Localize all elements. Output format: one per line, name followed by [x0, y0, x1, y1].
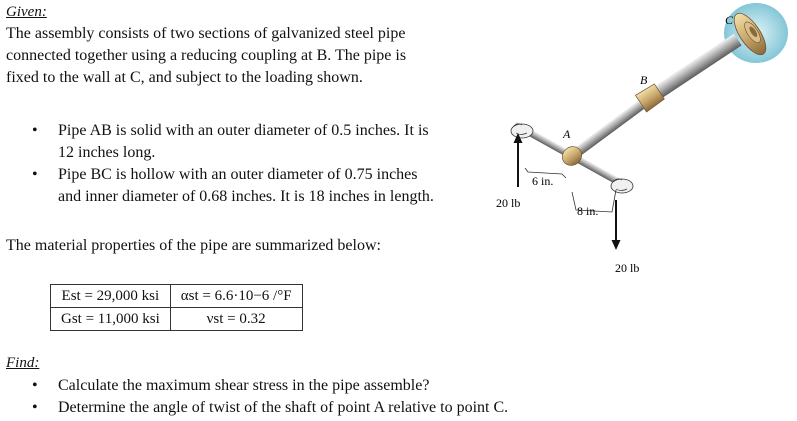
bullet-pipe-ab	[6, 120, 486, 164]
table-row	[51, 308, 303, 331]
label-force-right: 20 lb	[615, 261, 640, 275]
find-item-shear-stress-text: Calculate the maximum shear stress in the pipe assemble?	[58, 377, 430, 394]
hand-left-icon	[511, 124, 533, 138]
label-dim-8in: 8 in.	[577, 204, 599, 218]
find-item-angle-of-twist	[6, 397, 606, 419]
find-item-shear-stress	[6, 375, 606, 397]
force-arrow-up	[514, 133, 523, 187]
materials-intro: The material properties of the pipe are summarized below:	[6, 237, 381, 254]
bullet-pipe-bc-line-1: • Pipe BC is hollow with an outer diameter of 0.75 inches	[58, 166, 418, 183]
given-line-2: connected together using a reducing coupling at B. The pipe is	[6, 47, 407, 64]
find-bullet-list	[6, 375, 606, 419]
table-row	[51, 285, 303, 308]
given-description	[6, 23, 486, 89]
bullet-pipe-ab-line-1: • Pipe AB is solid with an outer diameter of 0.5 inches. It is	[58, 122, 429, 139]
label-c: C	[725, 13, 734, 27]
bullet-pipe-bc-line-2: and inner diameter of 0.68 inches. It is 18 inches in length.	[58, 188, 434, 205]
label-b: B	[640, 73, 648, 87]
bullet-pipe-bc	[6, 164, 486, 208]
given-line-3: fixed to the wall at C, and subject to the loading shown.	[6, 69, 363, 86]
table-cell-thermal-coefficient: αst = 6.6·10−6 /°F	[170, 285, 302, 308]
pipe-assembly-diagram	[488, 0, 797, 300]
given-line-1: The assembly consists of two sections of galvanized steel pipe	[6, 25, 406, 42]
label-force-left: 20 lb	[496, 196, 521, 210]
bullet-pipe-ab-line-2: 12 inches long.	[58, 144, 156, 161]
material-properties-table	[50, 284, 303, 331]
find-item-angle-of-twist-text: Determine the angle of twist of the shaft of point A relative to point C.	[58, 399, 509, 416]
given-bullet-list	[6, 120, 486, 208]
hand-right-icon	[611, 179, 633, 193]
label-a: A	[563, 127, 571, 141]
table-cell-poisson-ratio: νst = 0.32	[170, 308, 302, 331]
pipe-bc	[647, 34, 741, 103]
table-cell-shear-modulus: Gst = 11,000 ksi	[51, 308, 171, 331]
table-cell-elastic-modulus: Est = 29,000 ksi	[51, 285, 171, 308]
find-heading: Find:	[6, 355, 40, 371]
given-heading: Given:	[6, 4, 47, 20]
label-dim-6in: 6 in.	[532, 174, 554, 188]
